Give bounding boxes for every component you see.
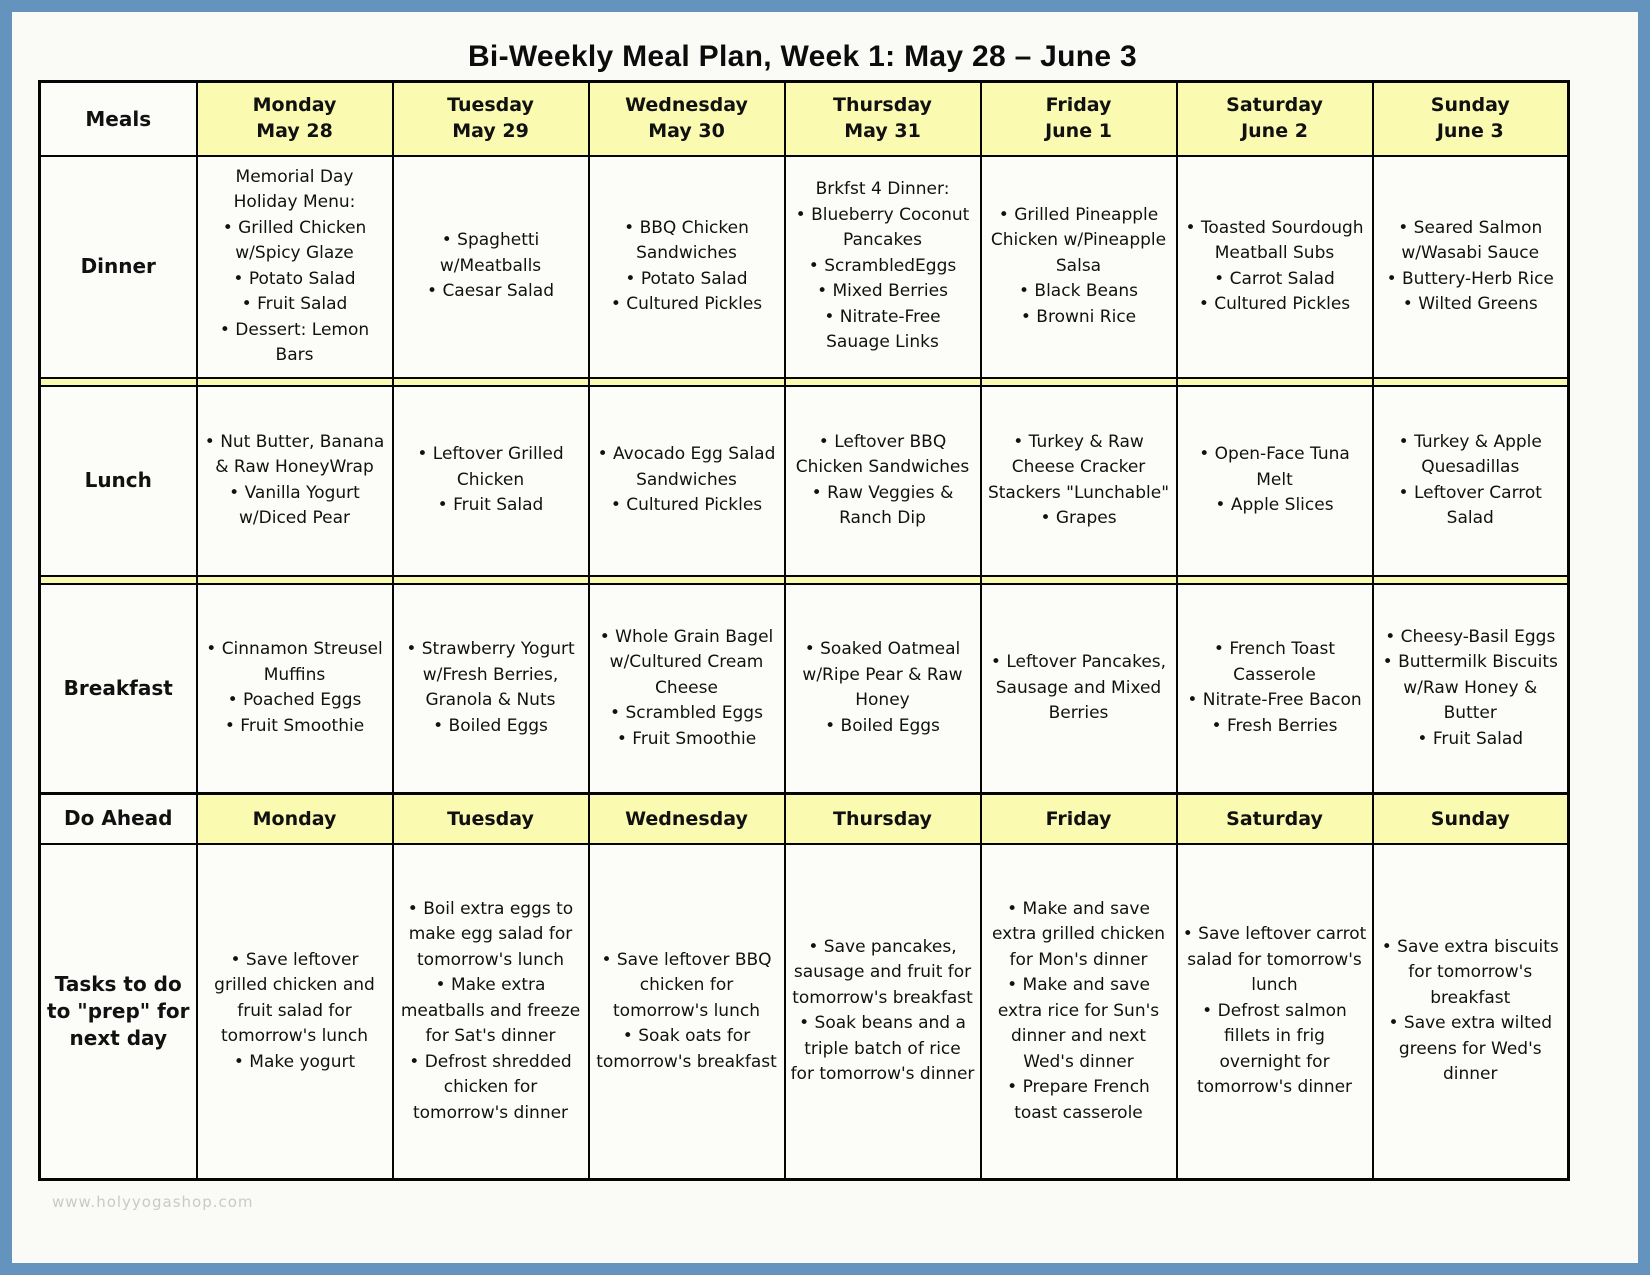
task-item xyxy=(399,897,583,974)
meal-item xyxy=(791,254,975,280)
task-item xyxy=(203,1050,387,1076)
meal-item xyxy=(399,493,583,519)
item-text: Fruit Salad xyxy=(453,495,544,516)
meal-cell-dinner-friday xyxy=(981,156,1177,378)
item-text: Fruit Smoothie xyxy=(240,715,365,736)
item-text: Defrost salmon fillets in frig overnight for tomorrow's dinner xyxy=(1196,1000,1353,1097)
day-name: Monday xyxy=(252,94,337,117)
item-text: ScrambledEggs xyxy=(824,255,957,276)
day-date: June 3 xyxy=(1436,119,1504,142)
bullet-icon: • xyxy=(204,431,221,452)
meal-item xyxy=(791,430,975,481)
item-text: Grilled Chicken w/Spicy Glaze xyxy=(235,217,367,263)
day-header-wednesday xyxy=(589,82,785,156)
meal-item xyxy=(1379,650,1563,727)
meal-item xyxy=(399,637,583,714)
row-label-do-ahead: Do Ahead xyxy=(40,794,197,844)
item-text: Cultured Pickles xyxy=(626,495,763,516)
bullet-icon: • xyxy=(825,715,841,736)
item-text: Turkey & Apple Quesadillas xyxy=(1414,431,1542,477)
spacer-cell xyxy=(785,576,981,584)
meal-item xyxy=(791,637,975,714)
meal-cell-breakfast-tuesday xyxy=(393,584,589,794)
bullet-icon: • xyxy=(610,703,626,723)
row-label-lunch: Lunch xyxy=(40,386,197,576)
meal-cell-breakfast-sunday xyxy=(1373,584,1569,794)
bullet-icon: • xyxy=(227,690,243,711)
meal-item xyxy=(595,727,779,753)
item-text: Browni Rice xyxy=(1036,306,1137,327)
item-text: Save leftover BBQ chicken for tomorrow's lunch xyxy=(613,949,772,1021)
meal-item xyxy=(987,506,1171,532)
day-date: May 29 xyxy=(452,119,529,142)
bullet-icon: • xyxy=(610,294,627,314)
item-text: Boiled Eggs xyxy=(840,715,940,736)
row-label-tasks: Tasks to do to "prep" for next day xyxy=(40,844,197,1180)
bullet-icon: • xyxy=(433,715,449,736)
task-item xyxy=(1379,1011,1563,1088)
meal-cell-breakfast-monday xyxy=(197,584,393,794)
item-text: Buttery-Herb Rice xyxy=(1402,268,1554,289)
item-text: Soak beans and a triple batch of rice for tomorrow's dinner xyxy=(790,1013,975,1085)
spacer-cell xyxy=(1373,576,1569,584)
do-ahead-day-saturday: Saturday xyxy=(1177,794,1373,844)
day-date: May 31 xyxy=(844,119,921,142)
spacer-row xyxy=(40,378,1569,386)
bullet-icon: • xyxy=(427,281,443,302)
task-cell-monday xyxy=(197,844,393,1180)
item-text: Poached Eggs xyxy=(243,690,362,711)
meal-item xyxy=(203,216,387,267)
bullet-icon: • xyxy=(624,217,640,238)
bullet-icon: • xyxy=(233,268,249,289)
meal-plan-table xyxy=(38,80,1570,1181)
day-name: Tuesday xyxy=(447,94,534,117)
bullet-icon: • xyxy=(206,639,222,660)
meal-item xyxy=(595,493,779,519)
day-header-friday xyxy=(981,82,1177,156)
item-text: Vanilla Yogurt w/Diced Pear xyxy=(239,482,360,528)
item-text: Leftover BBQ Chicken Sandwiches xyxy=(795,431,970,477)
item-text: Dessert: Lemon Bars xyxy=(235,319,370,365)
item-text: Nitrate-Free Bacon xyxy=(1202,690,1362,711)
meal-cell-lunch-tuesday xyxy=(393,386,589,576)
meal-item xyxy=(1379,481,1563,532)
item-text: Open-Face Tuna Melt xyxy=(1214,444,1350,490)
task-cell-sunday xyxy=(1373,844,1569,1180)
bullet-icon: • xyxy=(1215,495,1231,516)
spacer-cell xyxy=(393,378,589,386)
cell-intro: Memorial Day Holiday Menu: xyxy=(233,166,356,212)
meal-item xyxy=(987,305,1171,331)
day-date: June 2 xyxy=(1241,119,1308,142)
task-item xyxy=(399,1050,583,1127)
task-item xyxy=(987,973,1171,1075)
bullet-icon: • xyxy=(437,495,454,516)
item-text: Mixed Berries xyxy=(832,281,948,302)
item-text: Leftover Carrot Salad xyxy=(1413,482,1542,528)
item-text: Soaked Oatmeal w/Ripe Pear & Raw Honey xyxy=(802,639,963,711)
spacer-cell xyxy=(197,378,393,386)
item-text: Cheesy-Basil Eggs xyxy=(1400,626,1556,647)
meal-cell-dinner-tuesday xyxy=(393,156,589,378)
spacer-cell xyxy=(40,378,197,386)
bullet-icon: • xyxy=(233,1051,250,1072)
bullet-icon: • xyxy=(1386,268,1403,289)
day-date: June 1 xyxy=(1045,119,1112,142)
item-text: Fruit Smoothie xyxy=(632,728,757,749)
meal-item xyxy=(595,216,779,267)
do-ahead-day-sunday: Sunday xyxy=(1373,794,1569,844)
bullet-icon: • xyxy=(406,639,422,660)
day-header-thursday xyxy=(785,82,981,156)
bullet-icon: • xyxy=(795,204,812,225)
bullet-icon: • xyxy=(1381,936,1398,957)
day-header-saturday xyxy=(1177,82,1373,156)
bullet-icon: • xyxy=(407,898,424,919)
meal-item xyxy=(203,637,387,688)
meal-cell-lunch-wednesday xyxy=(589,386,785,576)
bullet-icon: • xyxy=(616,728,633,749)
meal-cell-lunch-friday xyxy=(981,386,1177,576)
meals-corner-header: Meals xyxy=(40,82,197,156)
meal-item xyxy=(399,442,583,493)
spacer-cell xyxy=(981,576,1177,584)
task-item xyxy=(791,935,975,1012)
meal-item xyxy=(791,481,975,532)
do-ahead-day-friday: Friday xyxy=(981,794,1177,844)
day-name: Saturday xyxy=(1226,94,1323,117)
meal-item xyxy=(1379,727,1563,753)
row-label-dinner: Dinner xyxy=(40,156,197,378)
item-text: Save extra wilted greens for Wed's dinner xyxy=(1398,1013,1553,1085)
item-text: Strawberry Yogurt w/Fresh Berries, Granola & Nuts xyxy=(421,639,575,711)
day-date: May 28 xyxy=(256,119,333,142)
item-text: Raw Veggies & Ranch Dip xyxy=(827,482,954,528)
bullet-icon: • xyxy=(230,949,246,970)
bullet-icon: • xyxy=(799,1013,815,1034)
bullet-icon: • xyxy=(808,936,824,957)
bullet-icon: • xyxy=(1198,294,1215,314)
item-text: Buttermilk Biscuits w/Raw Honey & Butter xyxy=(1398,652,1558,723)
task-item xyxy=(1183,922,1367,999)
item-text: Make yogurt xyxy=(249,1051,356,1072)
bullet-icon: • xyxy=(998,204,1015,225)
item-text: Whole Grain Bagel w/Cultured Cream Cheese xyxy=(609,626,774,698)
bullet-icon: • xyxy=(224,715,241,736)
bullet-icon: • xyxy=(817,281,833,302)
bullet-icon: • xyxy=(622,1026,639,1046)
meal-cell-breakfast-wednesday xyxy=(589,584,785,794)
bullet-icon: • xyxy=(1020,306,1037,327)
item-text: Make and save extra rice for Sun's dinner and next Wed's dinner xyxy=(997,975,1160,1072)
meal-item xyxy=(595,442,779,493)
item-text: Fruit Salad xyxy=(1432,728,1524,749)
item-text: Cultured Pickles xyxy=(626,294,763,314)
bullet-icon: • xyxy=(1007,1077,1023,1097)
bullet-icon: • xyxy=(1199,444,1215,465)
bullet-icon: • xyxy=(1398,431,1415,452)
bullet-icon: • xyxy=(1182,924,1199,944)
meal-item xyxy=(1183,714,1367,740)
meal-item xyxy=(1183,637,1367,688)
bullet-icon: • xyxy=(1187,690,1203,711)
bullet-icon: • xyxy=(1398,217,1414,238)
do-ahead-day-tuesday: Tuesday xyxy=(393,794,589,844)
bullet-icon: • xyxy=(625,268,641,289)
spacer-cell xyxy=(981,378,1177,386)
meal-item xyxy=(791,203,975,254)
bullet-icon: • xyxy=(990,652,1007,672)
bullet-icon: • xyxy=(1018,281,1035,302)
task-item xyxy=(987,1075,1171,1126)
bullet-icon: • xyxy=(1007,975,1023,995)
item-text: French Toast Casserole xyxy=(1229,639,1336,685)
day-name: Friday xyxy=(1045,94,1112,117)
bullet-icon: • xyxy=(1402,294,1419,314)
spacer-cell xyxy=(40,576,197,584)
item-text: Wilted Greens xyxy=(1418,294,1538,314)
task-item xyxy=(791,1011,975,1088)
item-text: Seared Salmon w/Wasabi Sauce xyxy=(1401,217,1543,263)
spacer-cell xyxy=(1373,378,1569,386)
meal-cell-lunch-thursday xyxy=(785,386,981,576)
meal-row-breakfast xyxy=(40,584,1569,794)
meal-item xyxy=(203,318,387,369)
task-cell-wednesday xyxy=(589,844,785,1180)
bullet-icon: • xyxy=(435,975,451,995)
item-text: Make extra meatballs and freeze for Sat's dinner xyxy=(400,975,581,1046)
item-text: BBQ Chicken Sandwiches xyxy=(636,217,749,263)
day-name: Thursday xyxy=(833,94,932,117)
do-ahead-day-monday: Monday xyxy=(197,794,393,844)
meal-item xyxy=(595,701,779,727)
spacer-cell xyxy=(589,378,785,386)
item-text: Nitrate-Free Sauage Links xyxy=(826,306,941,353)
item-text: Leftover Grilled Chicken xyxy=(432,444,564,490)
item-text: Prepare French toast casserole xyxy=(1014,1077,1150,1123)
item-text: Potato Salad xyxy=(640,268,748,289)
item-text: Boil extra eggs to make egg salad for tomorrow's lunch xyxy=(408,898,574,970)
day-date: May 30 xyxy=(648,119,725,142)
day-header-sunday xyxy=(1373,82,1569,156)
bullet-icon: • xyxy=(601,949,617,970)
bullet-icon: • xyxy=(808,255,825,276)
spacer-cell xyxy=(197,576,393,584)
day-header-tuesday xyxy=(393,82,589,156)
item-text: Save leftover grilled chicken and fruit salad for tomorrow's lunch xyxy=(214,949,375,1046)
bullet-icon: • xyxy=(1388,1013,1404,1034)
task-item xyxy=(595,1024,779,1075)
bullet-icon: • xyxy=(1382,652,1399,672)
meal-item xyxy=(203,267,387,293)
meal-item xyxy=(1379,216,1563,267)
day-name: Wednesday xyxy=(625,94,748,117)
bullet-icon: • xyxy=(1398,482,1414,503)
meal-item xyxy=(987,279,1171,305)
spacer-cell xyxy=(785,378,981,386)
item-text: Grilled Pineapple Chicken w/Pineapple Salsa xyxy=(990,204,1167,276)
bullet-icon: • xyxy=(597,444,614,465)
item-text: Carrot Salad xyxy=(1229,268,1335,289)
bullet-icon: • xyxy=(219,319,236,340)
meal-cell-lunch-monday xyxy=(197,386,393,576)
do-ahead-day-wednesday: Wednesday xyxy=(589,794,785,844)
spacer-cell xyxy=(393,576,589,584)
meal-cell-dinner-saturday xyxy=(1177,156,1373,378)
meal-cell-dinner-wednesday xyxy=(589,156,785,378)
meal-cell-dinner-thursday xyxy=(785,156,981,378)
meal-item xyxy=(1183,216,1367,267)
meal-item xyxy=(987,430,1171,507)
bullet-icon: • xyxy=(1214,268,1230,289)
spacer-cell xyxy=(589,576,785,584)
bullet-icon: • xyxy=(241,294,258,314)
task-item xyxy=(1379,935,1563,1012)
meal-cell-lunch-saturday xyxy=(1177,386,1373,576)
meal-item xyxy=(1379,292,1563,318)
bullet-icon: • xyxy=(1007,898,1023,919)
spacer-row xyxy=(40,576,1569,584)
meal-item xyxy=(1183,442,1367,493)
item-text: Potato Salad xyxy=(248,268,356,289)
task-item xyxy=(987,897,1171,974)
item-text: Avocado Egg Salad Sandwiches xyxy=(613,444,776,490)
meal-item xyxy=(1379,625,1563,651)
meal-row-lunch xyxy=(40,386,1569,576)
row-label-breakfast: Breakfast xyxy=(40,584,197,794)
item-text: Save leftover carrot salad for tomorrow's lunch xyxy=(1187,924,1367,995)
item-text: Make and save extra grilled chicken for Mon's dinner xyxy=(992,898,1165,970)
item-text: Spaghetti w/Meatballs xyxy=(439,230,542,276)
item-text: Apple Slices xyxy=(1230,495,1334,516)
meal-item xyxy=(1183,292,1367,318)
task-cell-saturday xyxy=(1177,844,1373,1180)
item-text: Scrambled Eggs xyxy=(625,703,763,723)
item-text: Save extra biscuits for tomorrow's breakfast xyxy=(1397,936,1559,1008)
meal-cell-breakfast-saturday xyxy=(1177,584,1373,794)
meal-cell-dinner-monday xyxy=(197,156,393,378)
spacer-cell xyxy=(1177,378,1373,386)
meal-cell-breakfast-friday xyxy=(981,584,1177,794)
meal-item xyxy=(203,292,387,318)
day-header-monday xyxy=(197,82,393,156)
meal-item xyxy=(203,714,387,740)
meal-item xyxy=(399,279,583,305)
meal-item xyxy=(203,430,387,481)
meal-item xyxy=(1379,430,1563,481)
bullet-icon: • xyxy=(222,217,239,238)
do-ahead-row xyxy=(40,794,1569,844)
meal-item xyxy=(1183,267,1367,293)
item-text: Black Beans xyxy=(1034,281,1138,302)
meal-item xyxy=(399,228,583,279)
meal-cell-dinner-sunday xyxy=(1373,156,1569,378)
item-text: Turkey & Raw Cheese Cracker Stackers "Lunchable" xyxy=(987,431,1170,503)
meal-item xyxy=(791,714,975,740)
watermark: www.holyyogashop.com xyxy=(52,1193,254,1211)
meal-row-dinner xyxy=(40,156,1569,378)
bullet-icon: • xyxy=(1040,508,1056,528)
task-item xyxy=(399,973,583,1050)
item-text: Boiled Eggs xyxy=(448,715,548,736)
bullet-icon: • xyxy=(409,1051,425,1072)
bullet-icon: • xyxy=(1013,431,1029,452)
bullet-icon: • xyxy=(1417,728,1433,749)
meal-item xyxy=(595,292,779,318)
bullet-icon: • xyxy=(417,444,433,465)
meal-cell-lunch-sunday xyxy=(1373,386,1569,576)
item-text: Fresh Berries xyxy=(1226,715,1338,736)
item-text: Soak oats for tomorrow's breakfast xyxy=(596,1026,777,1072)
table-header-row xyxy=(40,82,1569,156)
bullet-icon: • xyxy=(1211,715,1227,736)
bullet-icon: • xyxy=(818,431,835,452)
meal-item xyxy=(595,267,779,293)
item-text: Nut Butter, Banana & Raw HoneyWrap xyxy=(215,431,385,477)
bullet-icon: • xyxy=(599,626,616,647)
meal-item xyxy=(595,625,779,702)
item-text: Leftover Pancakes, Sausage and Mixed Berries xyxy=(995,652,1167,723)
item-text: Grapes xyxy=(1055,508,1117,528)
item-text: Blueberry Coconut Pancakes xyxy=(811,204,970,251)
bullet-icon: • xyxy=(811,482,828,503)
meal-item xyxy=(791,279,975,305)
bullet-icon: • xyxy=(1202,1000,1218,1021)
item-text: Save pancakes, sausage and fruit for tomorrow's breakfast xyxy=(792,936,973,1008)
bullet-icon: • xyxy=(1185,217,1201,238)
item-text: Cultured Pickles xyxy=(1214,294,1351,314)
task-cell-friday xyxy=(981,844,1177,1180)
meal-item xyxy=(203,481,387,532)
meal-item xyxy=(987,650,1171,727)
item-text: Fruit Salad xyxy=(257,294,348,314)
task-item xyxy=(595,948,779,1025)
bullet-icon: • xyxy=(824,306,840,327)
meal-item xyxy=(987,203,1171,280)
task-cell-tuesday xyxy=(393,844,589,1180)
cell-intro: Brkfst 4 Dinner: xyxy=(815,179,950,200)
item-text: Toasted Sourdough Meatball Subs xyxy=(1200,217,1364,263)
item-text: Caesar Salad xyxy=(442,281,554,302)
meal-item xyxy=(1183,688,1367,714)
meal-item xyxy=(203,688,387,714)
meal-item xyxy=(399,714,583,740)
day-name: Sunday xyxy=(1430,94,1510,117)
do-ahead-day-thursday: Thursday xyxy=(785,794,981,844)
tasks-row xyxy=(40,844,1569,1180)
bullet-icon: • xyxy=(1213,639,1230,660)
item-text: Cinnamon Streusel Muffins xyxy=(221,639,383,685)
bullet-icon: • xyxy=(1385,626,1401,647)
bullet-icon: • xyxy=(441,230,458,251)
meal-item xyxy=(791,305,975,356)
task-item xyxy=(1183,999,1367,1101)
bullet-icon: • xyxy=(610,495,627,516)
bullet-icon: • xyxy=(229,482,245,503)
item-text: Defrost shredded chicken for tomorrow's dinner xyxy=(412,1051,572,1123)
task-cell-thursday xyxy=(785,844,981,1180)
meal-item xyxy=(1379,267,1563,293)
bullet-icon: • xyxy=(804,639,821,660)
meal-cell-breakfast-thursday xyxy=(785,584,981,794)
meal-item xyxy=(1183,493,1367,519)
task-item xyxy=(203,948,387,1050)
page-title: Bi-Weekly Meal Plan, Week 1: May 28 – June 3 xyxy=(467,40,1138,73)
spacer-cell xyxy=(1177,576,1373,584)
